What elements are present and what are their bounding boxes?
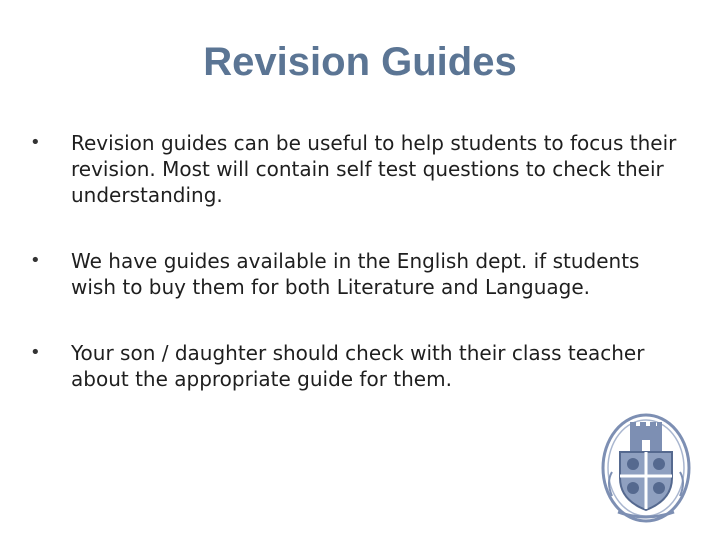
school-crest-icon	[600, 412, 692, 524]
bullet-item	[30, 248, 690, 300]
bullet-text: Revision guides can be useful to help students to focus their revision. Most will contain self test questions to check their understanding.	[71, 131, 677, 207]
bullet-icon: •	[30, 132, 41, 153]
bullet-icon: •	[30, 250, 41, 271]
bullet-text: Your son / daughter should check with their class teacher about the appropriate guide for them.	[71, 341, 645, 391]
slide-title: Revision Guides	[203, 40, 517, 84]
bullet-list	[30, 130, 690, 432]
bullet-item	[30, 340, 690, 392]
bullet-item	[30, 130, 690, 208]
bullet-text: We have guides available in the English dept. if students wish to buy them for both Literature and Language.	[71, 249, 640, 299]
bullet-icon: •	[30, 342, 41, 363]
